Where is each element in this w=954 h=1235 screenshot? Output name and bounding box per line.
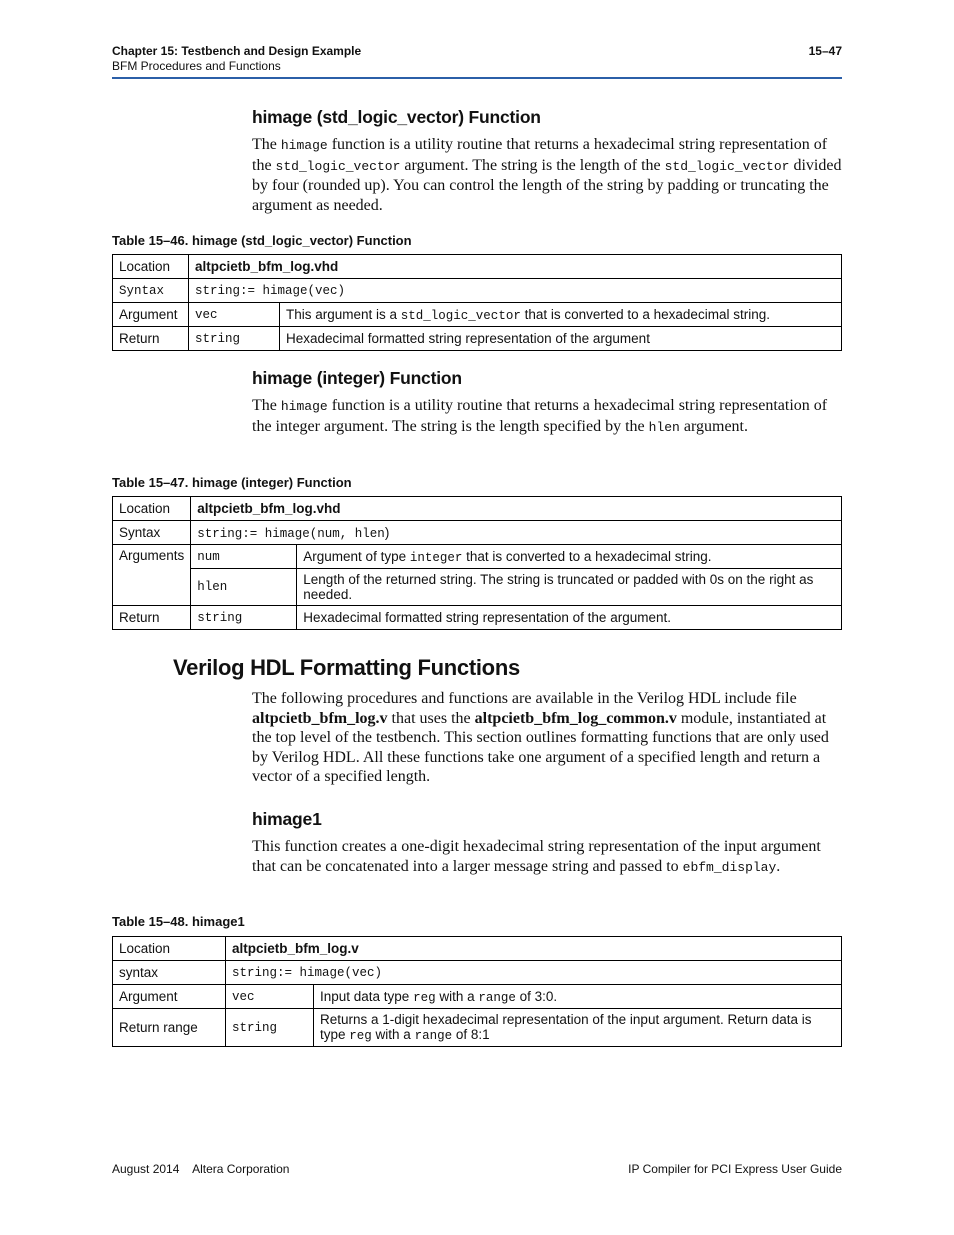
table-cell: Syntax bbox=[113, 521, 191, 545]
table-row bbox=[113, 569, 842, 606]
table-cell: hlen bbox=[191, 569, 297, 606]
paragraph-himage1: This function creates a one-digit hexadecimal string representation of the input argument that can be concatenated into a larger message string and passed to ebfm_display. bbox=[252, 838, 821, 875]
table-row bbox=[113, 327, 842, 351]
table-cell: Syntax bbox=[113, 279, 189, 303]
table-cell: Return bbox=[113, 606, 191, 630]
table-cell: string:= himage(num, hlen) bbox=[191, 521, 842, 545]
table-cell: num bbox=[191, 545, 297, 569]
code-std-logic-vector: std_logic_vector bbox=[664, 158, 790, 174]
section-heading-himage-integer: himage (integer) Function bbox=[252, 368, 462, 388]
table-cell: Location bbox=[113, 937, 226, 961]
code-hlen: hlen bbox=[648, 419, 680, 435]
page-number: 15–47 bbox=[808, 44, 842, 58]
table-row bbox=[113, 985, 842, 1009]
table-row bbox=[113, 1009, 842, 1047]
table-cell: Return range bbox=[113, 1009, 226, 1047]
table-cell: string:= himage(vec) bbox=[226, 961, 842, 985]
running-header-chapter: Chapter 15: Testbench and Design Example bbox=[112, 44, 362, 58]
paragraph-himage-integer: The himage function is a utility routine that returns a hexadecimal string representation of the integer argument. The string is the length specified by the hlen argument. bbox=[252, 397, 828, 435]
table-cell: altpcietb_bfm_log.vhd bbox=[191, 497, 842, 521]
table-cell: Hexadecimal formatted string representation of the argument. bbox=[297, 606, 842, 630]
table-cell: Arguments bbox=[113, 545, 191, 606]
footer-date-company: August 2014 Altera Corporation bbox=[112, 1162, 290, 1176]
table-cell: Return bbox=[113, 327, 189, 351]
table-row bbox=[113, 545, 842, 569]
table-cell: vec bbox=[189, 303, 280, 327]
table-row bbox=[113, 303, 842, 327]
table-row bbox=[113, 279, 842, 303]
code-himage: himage bbox=[280, 399, 328, 414]
code-std-logic-vector: std_logic_vector bbox=[275, 158, 401, 174]
table-cell: Input data type reg with a range of 3:0. bbox=[314, 985, 842, 1009]
table-row bbox=[113, 255, 842, 279]
paragraph-verilog-formatting: The following procedures and functions are available in the Verilog HDL include file altpcietb_bfm_log.v that uses the altpcietb_bfm_log_common.v module, instantiated at the top level of the testbench. This section outlines formatting functions that are only used by Verilog HDL. All these functions take one argument of a specified length and return a vector of a specified length. bbox=[252, 690, 829, 785]
table-caption-15-46: Table 15–46. himage (std_logic_vector) Function bbox=[112, 233, 412, 248]
table-cell: vec bbox=[226, 985, 314, 1009]
table-cell: string:= himage(vec) bbox=[189, 279, 842, 303]
table-cell: Argument bbox=[113, 985, 226, 1009]
table-cell: Location bbox=[113, 497, 191, 521]
filename-bold: altpcietb_bfm_log.v bbox=[252, 709, 388, 727]
table-row bbox=[113, 497, 842, 521]
table-cell: Returns a 1-digit hexadecimal representation of the input argument. Return data is type reg with a range of 8:1 bbox=[314, 1009, 842, 1047]
table-cell: Location bbox=[113, 255, 189, 279]
code-ebfm-display: ebfm_display bbox=[682, 859, 777, 875]
table-cell: altpcietb_bfm_log.vhd bbox=[189, 255, 842, 279]
section-heading-himage-slv: himage (std_logic_vector) Function bbox=[252, 107, 541, 127]
running-header-section: BFM Procedures and Functions bbox=[112, 59, 281, 73]
table-row bbox=[113, 521, 842, 545]
table-cell: Length of the returned string. The string is truncated or padded with 0s on the right as needed. bbox=[297, 569, 842, 606]
table-15-46 bbox=[112, 254, 842, 351]
table-cell: This argument is a std_logic_vector that is converted to a hexadecimal string. bbox=[280, 303, 842, 327]
table-cell: Argument of type integer that is converted to a hexadecimal string. bbox=[297, 545, 842, 569]
table-15-47 bbox=[112, 496, 842, 630]
filename-bold: altpcietb_bfm_log_common.v bbox=[474, 709, 677, 727]
table-caption-15-48: Table 15–48. himage1 bbox=[112, 914, 245, 929]
table-cell: Argument bbox=[113, 303, 189, 327]
table-cell: syntax bbox=[113, 961, 226, 985]
table-cell: string bbox=[191, 606, 297, 630]
header-rule bbox=[112, 77, 842, 79]
table-cell: Hexadecimal formatted string representation of the argument bbox=[280, 327, 842, 351]
table-row bbox=[113, 606, 842, 630]
table-cell: string bbox=[226, 1009, 314, 1047]
table-caption-15-47: Table 15–47. himage (integer) Function bbox=[112, 475, 352, 490]
paragraph-himage-slv: The himage function is a utility routine that returns a hexadecimal string representation of the std_logic_vector argument. The string is the length of the std_logic_vector divided by four (rounded up). You can control the length of the string by padding or truncating the argument as needed. bbox=[252, 136, 842, 214]
table-15-48 bbox=[112, 936, 842, 1047]
table-row bbox=[113, 961, 842, 985]
table-cell: altpcietb_bfm_log.v bbox=[226, 937, 842, 961]
section-heading-himage1: himage1 bbox=[252, 809, 322, 829]
section-heading-verilog-formatting: Verilog HDL Formatting Functions bbox=[173, 655, 520, 680]
table-row bbox=[113, 937, 842, 961]
footer-document-title: IP Compiler for PCI Express User Guide bbox=[628, 1162, 842, 1176]
table-cell: string bbox=[189, 327, 280, 351]
code-himage: himage bbox=[280, 138, 328, 153]
